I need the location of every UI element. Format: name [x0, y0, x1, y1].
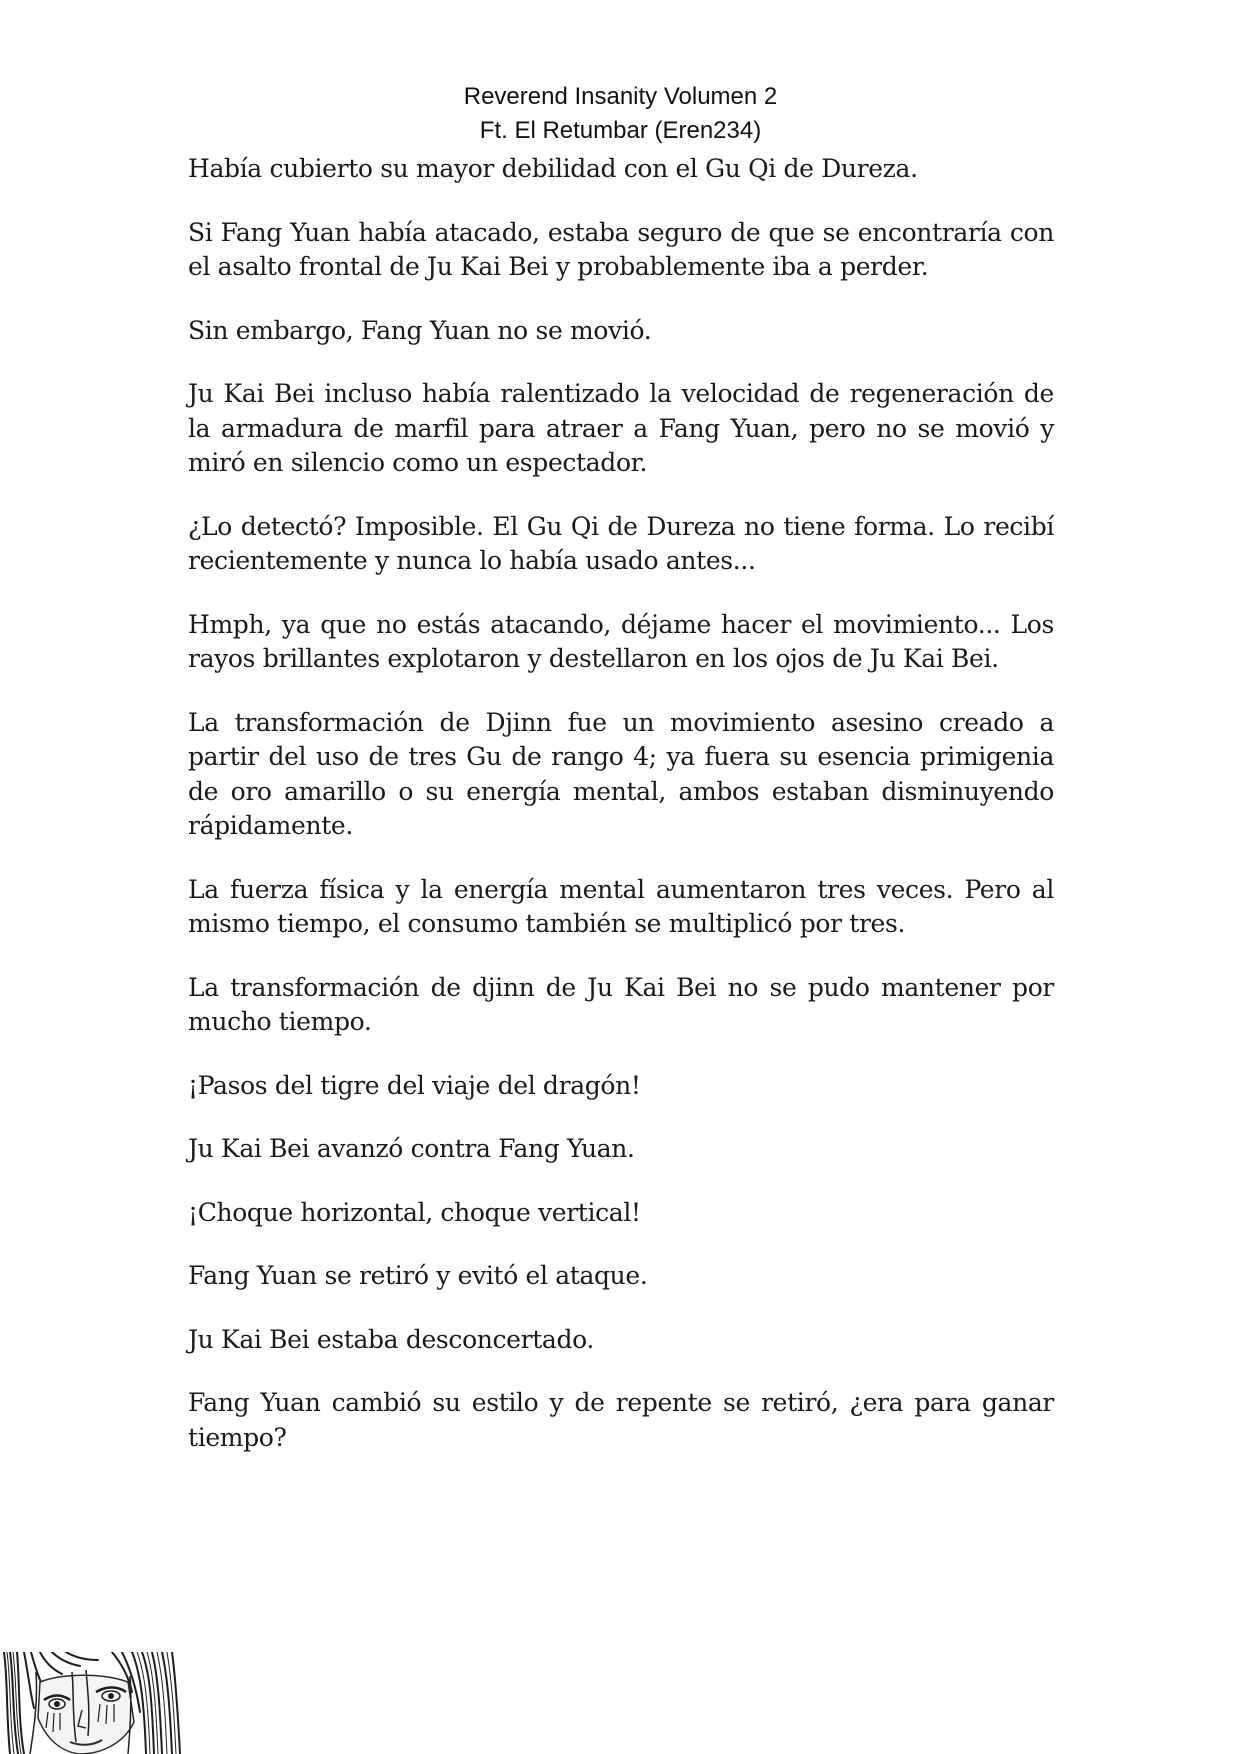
document-body [188, 152, 1054, 1455]
paragraph: Ju Kai Bei avanzó contra Fang Yuan. [188, 1134, 635, 1163]
paragraph: La transformación de djinn de Ju Kai Bei no se pudo mantener por mucho tiempo. [188, 972, 1054, 1036]
paragraph: ¡Choque horizontal, choque vertical! [188, 1197, 641, 1227]
paragraph: Si Fang Yuan había atacado, estaba seguro de que se encontraría con el asalto frontal de Ju Kai Bei y probablemente iba a perder. [188, 217, 1054, 281]
paragraph: La transformación de Djinn fue un movimiento asesino creado a partir del uso de tres Gu de rango 4; ya fuera su esencia primigenia de oro amarillo o su energía mental, ambos estaban disminuyendo rápidamente. [188, 707, 1054, 840]
paragraph: Hmph, ya que no estás atacando, déjame hacer el movimiento... Los rayos brillantes explotaron y destellaron en los ojos de Ju Kai Bei. [188, 609, 1054, 673]
header-title: Reverend Insanity Volumen 2 [463, 83, 778, 110]
paragraph: Fang Yuan cambió su estilo y de repente se retiró, ¿era para ganar tiempo? [188, 1388, 1054, 1452]
paragraph: La fuerza física y la energía mental aumentaron tres veces. Pero al mismo tiempo, el consumo también se multiplicó por tres. [188, 874, 1054, 938]
paragraph: ¿Lo detectó? Imposible. El Gu Qi de Dureza no tiene forma. Lo recibí recientemente y nunca lo había usado antes... [188, 511, 1054, 575]
paragraph: ¡Pasos del tigre del viaje del dragón! [188, 1070, 641, 1100]
paragraph: Ju Kai Bei estaba desconcertado. [188, 1324, 594, 1354]
paragraph: Ju Kai Bei incluso había ralentizado la velocidad de regeneración de la armadura de marfil para atraer a Fang Yuan, pero no se movió y miró en silencio como un espectador. [188, 379, 1054, 477]
paragraph: Había cubierto su mayor debilidad con el Gu Qi de Dureza. [188, 154, 918, 183]
manga-character-portrait-icon [0, 1652, 183, 1754]
paragraph: Fang Yuan se retiró y evitó el ataque. [188, 1261, 648, 1290]
paragraph: Sin embargo, Fang Yuan no se movió. [188, 315, 652, 345]
header-subtitle: Ft. El Retumbar (Eren234) [479, 117, 762, 144]
page-header [0, 80, 1241, 148]
